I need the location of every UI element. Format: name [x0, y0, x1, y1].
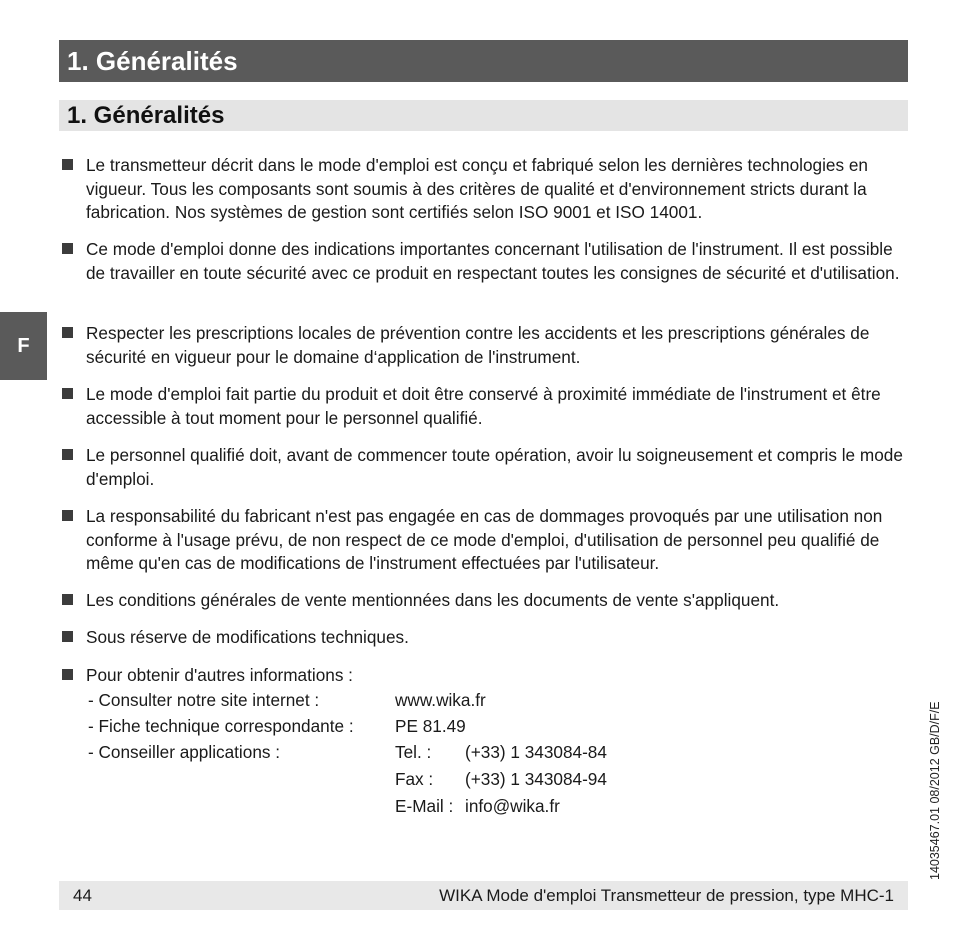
- bullet-square-icon: [62, 510, 73, 521]
- bullet-square-icon: [62, 159, 73, 170]
- tel-value: (+33) 1 343084-84: [465, 742, 607, 762]
- bullet-square-icon: [62, 327, 73, 338]
- list-item-text: Pour obtenir d'autres informations :: [86, 665, 353, 685]
- list-item-text: Sous réserve de modifications techniques.: [86, 627, 409, 647]
- list-item-text: La responsabilité du fabricant n'est pas engagée en cas de dommages provoqués par une utilisation non conforme à l'usage prévu, de non respect de ce mode d'emploi, d'utilisation de personnel peu qualifié de même qu'en cas de modifications de l'instrument effectuées par l'utilisateur.: [86, 506, 883, 573]
- bullet-square-icon: [62, 594, 73, 605]
- bullet-square-icon: [62, 449, 73, 460]
- list-item-text: Le transmetteur décrit dans le mode d'emploi est conçu et fabriqué selon les dernières technologies en vigueur. Tous les composants sont soumis à des critères de qualité et d'environnement stricts durant la fabrication. Nos systèmes de gestion sont certifiés selon ISO 9001 et ISO 14001.: [86, 155, 868, 222]
- list-item-text: Le mode d'emploi fait partie du produit et doit être conservé à proximité immédiate de l'instrument et être accessible à tout moment pour le personnel qualifié.: [86, 384, 881, 428]
- bullet-square-icon: [62, 669, 73, 680]
- page-number: 44: [73, 886, 92, 905]
- list-item-text: Ce mode d'emploi donne des indications importantes concernant l'utilisation de l'instrument. Il est possible de travailler en toute sécurité avec ce produit en respectant toutes les consignes de sécurité et d'utilisation.: [86, 239, 900, 283]
- list-item-text: Respecter les prescriptions locales de prévention contre les accidents et les prescriptions générales de sécurité en vigueur pour le domaine d‘application de l'instrument.: [86, 323, 870, 367]
- bullet-square-icon: [62, 631, 73, 642]
- chapter-title: 1. Généralités: [59, 40, 908, 82]
- tel-label: Tel. :: [395, 742, 432, 762]
- list-item-text: Les conditions générales de vente mentionnées dans les documents de vente s'appliquent.: [86, 590, 780, 610]
- page-footer: [59, 881, 908, 910]
- document-reference: 14035467.01 08/2012 GB/D/F/E: [928, 701, 942, 880]
- email-label: E-Mail :: [395, 796, 454, 816]
- website-link[interactable]: www.wika.fr: [395, 690, 486, 710]
- fax-label: Fax :: [395, 769, 434, 789]
- contact-label: - Consulter notre site internet :: [88, 690, 320, 710]
- email-link[interactable]: info@wika.fr: [465, 796, 560, 816]
- list-item-text: Le personnel qualifié doit, avant de commencer toute opération, avoir lu soigneusement et compris le mode d'emploi.: [86, 445, 903, 489]
- language-tab: F: [0, 312, 47, 380]
- section-title: 1. Généralités: [59, 100, 908, 131]
- datasheet-value: PE 81.49: [395, 716, 466, 736]
- contact-label: - Conseiller applications :: [88, 742, 281, 762]
- fax-value: (+33) 1 343084-94: [465, 769, 607, 789]
- contact-label: - Fiche technique correspondante :: [88, 716, 354, 736]
- bullet-square-icon: [62, 388, 73, 399]
- bullet-square-icon: [62, 243, 73, 254]
- footer-text: WIKA Mode d'emploi Transmetteur de pression, type MHC-1: [439, 886, 894, 905]
